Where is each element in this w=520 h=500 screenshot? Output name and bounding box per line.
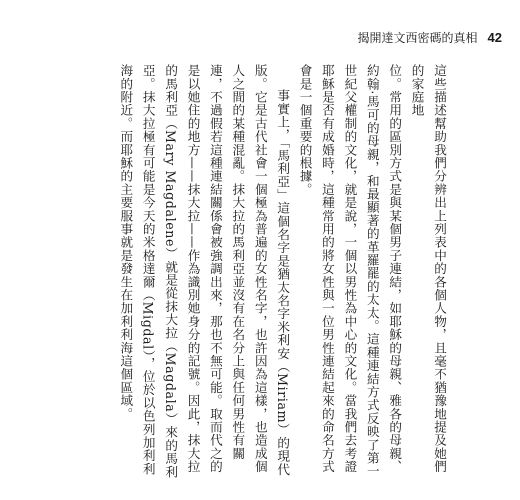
opening-fragment: 這些描述幫助我們分辨出上列表中的各個人物，且毫不猶豫地提及她們的家庭地 (409, 64, 447, 474)
body-paragraph-1: 位。常用的區別方式是與某個男子連結，如耶穌的母親、雅各的母親、約翰‧馬可的母親，和最顯著的革羅罷的太太。這種連結方式反映了第一世紀父權制的文化，就是說，一個以男性為中心的文化。當我們去考證耶穌是否有成婚時，這種常用的將女性與一位男性連結起來的命名方式會是一個重要的根據。 (297, 64, 403, 478)
page-number: 42 (487, 30, 502, 45)
running-head (358, 29, 502, 46)
vertical-text-body (114, 64, 450, 484)
running-title: 揭開達文西密碼的真相 (357, 31, 478, 45)
body-paragraph-2: 事實上，「馬利亞」這個名字是猶太名字米利安（Miriam）的現代版。它是古代社會一個極為普遍的女性名字，也許因為這樣，也造成個人之間的某種混亂。抹大拉的馬利亞並沒有在名分上與任何男性有關連，不過假若這種連結關係會被強調出來，那也不無可能。取而代之的是以她住的地方——抹大拉——作為識別她身分的記號。因此，抹大拉的馬利亞（Mary Magdalene）就是從抹大拉（Magdala）來的馬利亞。抹大拉極有可能是今天的米格達爾（Migdal），位於以色列加利利海的附近。而耶穌的主要服事就是發生在加利利海這個區域。 (118, 64, 291, 479)
